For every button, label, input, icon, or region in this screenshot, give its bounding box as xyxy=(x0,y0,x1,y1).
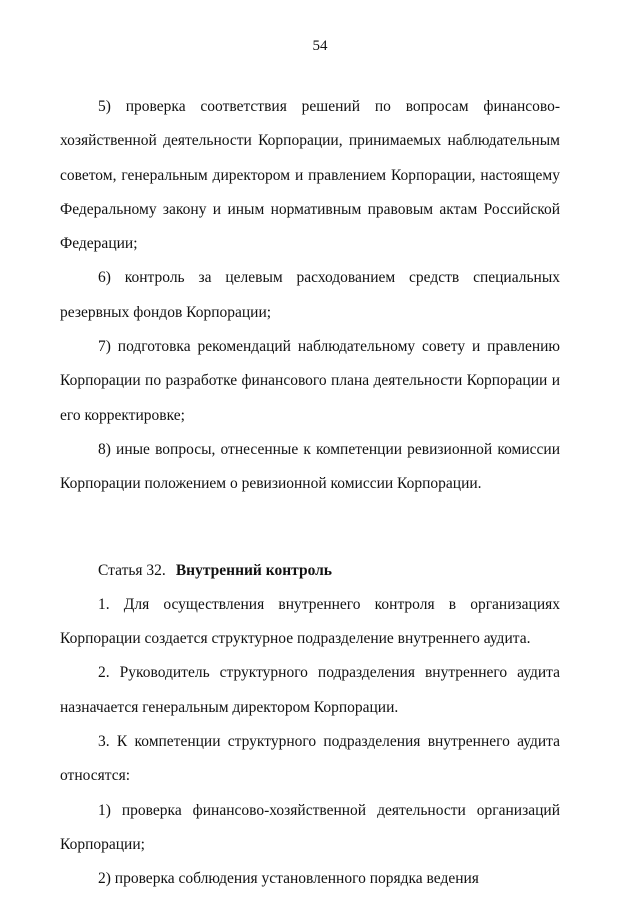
article-title: Внутренний контроль xyxy=(175,561,333,579)
list-item-8-other-questions: 8) иные вопросы, отнесенные к компетенции ревизионной комиссии Корпорации положением о ревизионной комиссии Корпорации. xyxy=(60,440,560,493)
document-body xyxy=(60,90,560,897)
clause-3-audit-competence: 3. К компетенции структурного подразделения внутреннего аудита относятся: xyxy=(60,733,560,785)
article-heading xyxy=(60,554,560,588)
section-gap xyxy=(60,502,560,554)
clause-2-audit-head-appointment: 2. Руководитель структурного подразделения внутреннего аудита назначается генеральным директором Корпорации. xyxy=(60,664,560,716)
list-item-7-recommendations: 7) подготовка рекомендаций наблюдательному совету и правлению Корпорации по разработке финансового плана деятельности Корпорации и его корректировке; xyxy=(60,338,560,424)
sub-item-2-procedure-compliance: 2) проверка соблюдения установленного порядка ведения xyxy=(98,870,479,888)
clause-1-internal-audit-unit: 1. Для осуществления внутреннего контроля в организациях Корпорации создается структурное подразделение внутреннего аудита. xyxy=(60,595,560,648)
sub-item-1-financial-review: 1) проверка финансово-хозяйственной деятельности организаций Корпорации; xyxy=(60,801,560,853)
list-item-6-reserve-funds-control: 6) контроль за целевым расходованием средств специальных резервных фондов Корпорации; xyxy=(60,269,560,321)
list-item-5-audit-compliance: 5) проверка соответствия решений по вопросам финансово-хозяйственной деятельности Корпорации, принимаемых наблюдательным советом, генеральным директором и правлением Корпорации, настоящему Федеральному закону и иным нормативным правовым актам Российской Федерации; xyxy=(60,98,560,253)
article-number: Статья 32. xyxy=(98,561,166,579)
page-number: 54 xyxy=(312,38,328,54)
